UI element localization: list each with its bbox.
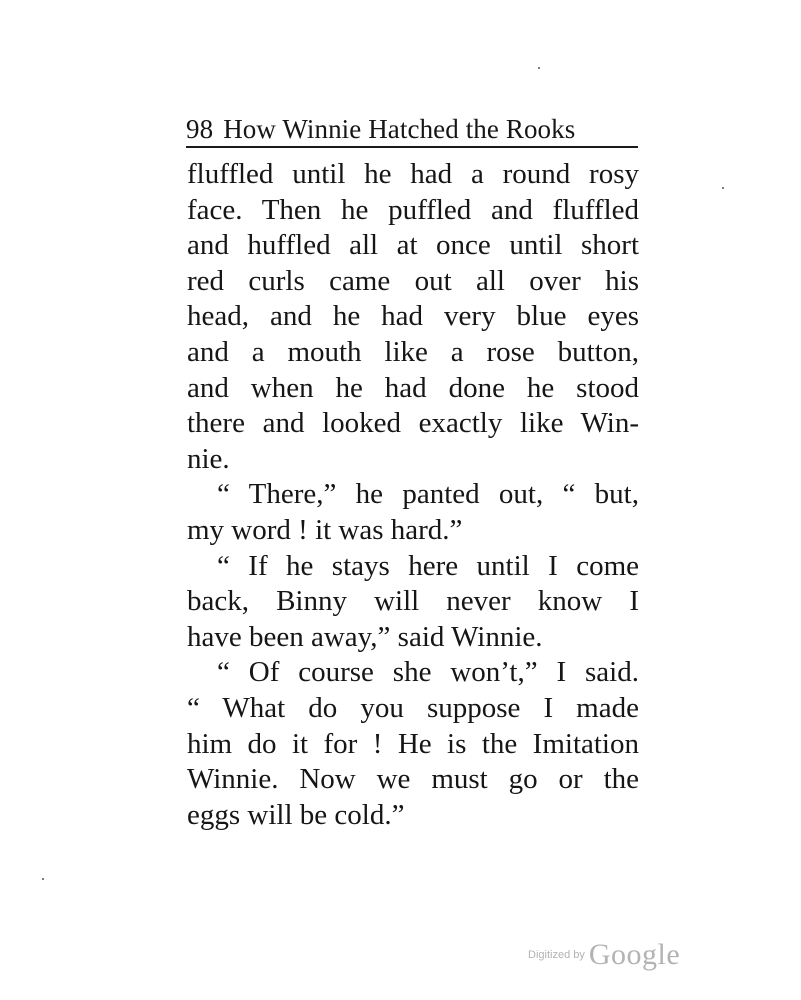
text-line: fluffled until he had a round rosy <box>187 158 639 190</box>
text-line: eggs will be cold.” <box>187 798 405 831</box>
running-title: How Winnie Hatched the Rooks <box>223 114 576 144</box>
text-line: “ There,” he panted out, “ but, <box>217 478 639 511</box>
text-line: there and looked exactly like Win- <box>187 407 639 440</box>
body-text <box>187 157 639 833</box>
text-line: and when he had done he stood <box>187 371 639 404</box>
digitized-by-watermark <box>528 938 680 972</box>
text-line: Winnie. Now we must go or the <box>187 763 639 796</box>
text-line: and huffled all at once until short <box>187 229 639 262</box>
text-line: head, and he had very blue eyes <box>187 300 639 333</box>
text-line: “ Of course she won’t,” I said. <box>217 656 639 689</box>
text-line: face. Then he puffled and fluffled <box>187 193 639 226</box>
scan-speck <box>722 187 724 189</box>
page-number: 98 <box>186 114 214 144</box>
google-logo: Google <box>588 938 681 971</box>
text-line: have been away,” said Winnie. <box>187 620 543 653</box>
text-line: back, Binny will never know I <box>187 585 639 618</box>
text-line: “ If he stays here until I come <box>217 549 639 582</box>
text-line: “ What do you suppose I made <box>187 691 639 724</box>
watermark-prefix: Digitized by <box>528 949 585 961</box>
text-line: my word ! it was hard.” <box>187 513 463 546</box>
scan-speck <box>42 878 44 880</box>
text-line: nie. <box>187 442 230 475</box>
running-header <box>186 112 638 148</box>
text-line: him do it for ! He is the Imitation <box>187 727 639 760</box>
text-line: and a mouth like a rose button, <box>187 335 639 368</box>
scan-speck <box>538 67 540 69</box>
text-line: red curls came out all over his <box>187 264 639 297</box>
